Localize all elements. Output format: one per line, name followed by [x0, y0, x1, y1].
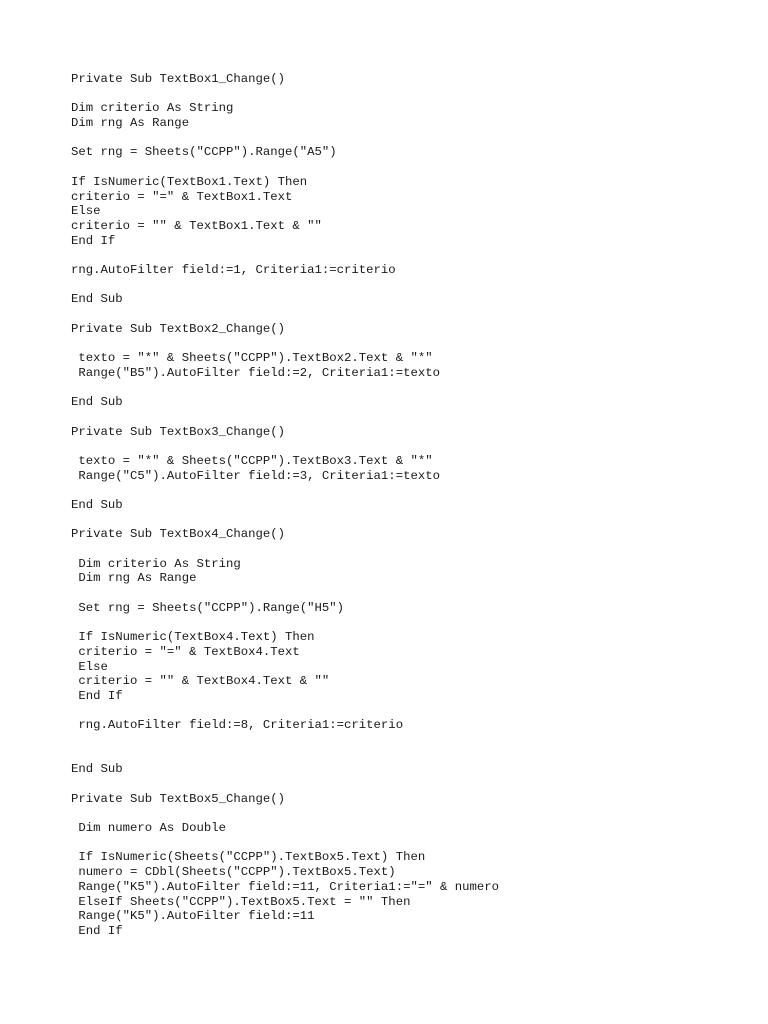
- code-line: [71, 704, 751, 719]
- code-line: [71, 439, 751, 454]
- code-line: criterio = "=" & TextBox1.Text: [71, 189, 293, 204]
- code-line: Dim numero As Double: [71, 821, 226, 836]
- code-line: If IsNumeric(TextBox4.Text) Then: [71, 630, 315, 645]
- code-line: [71, 410, 751, 425]
- code-line: Else: [71, 204, 101, 219]
- code-line: Private Sub TextBox5_Change(): [71, 791, 286, 806]
- code-line: [71, 336, 751, 351]
- code-line: Dim criterio As String: [71, 101, 234, 116]
- code-line: [71, 131, 751, 146]
- code-line: [71, 278, 751, 293]
- code-line: If IsNumeric(TextBox1.Text) Then: [71, 174, 308, 189]
- code-line: Dim rng As Range: [71, 116, 190, 131]
- code-line: [71, 307, 751, 322]
- code-line: rng.AutoFilter field:=8, Criteria1:=criterio: [71, 718, 404, 733]
- code-line: numero = CDbl(Sheets("CCPP").TextBox5.Text): [71, 865, 396, 880]
- code-line: [71, 248, 751, 263]
- code-line: Dim criterio As String: [71, 556, 241, 571]
- code-line: If IsNumeric(Sheets("CCPP").TextBox5.Text) Then: [71, 850, 426, 865]
- code-line: [71, 777, 751, 792]
- code-line: [71, 87, 751, 102]
- code-line: Range("C5").AutoFilter field:=3, Criteria1:=texto: [71, 468, 440, 483]
- code-line: End Sub: [71, 292, 123, 307]
- code-line: [71, 542, 751, 557]
- code-line: [71, 513, 751, 528]
- code-line: [71, 586, 751, 601]
- code-line: ElseIf Sheets("CCPP").TextBox5.Text = "" Then: [71, 894, 411, 909]
- code-line: Range("K5").AutoFilter field:=11, Criteria1:="=" & numero: [71, 879, 500, 894]
- code-line: [71, 836, 751, 851]
- code-line: Private Sub TextBox3_Change(): [71, 424, 286, 439]
- code-line: [71, 380, 751, 395]
- code-line: [71, 160, 751, 175]
- code-line: End Sub: [71, 762, 123, 777]
- code-line: criterio = "" & TextBox4.Text & "": [71, 674, 330, 689]
- code-line: [71, 806, 751, 821]
- code-line: End Sub: [71, 395, 123, 410]
- code-line: criterio = "" & TextBox1.Text & "": [71, 218, 322, 233]
- code-line: texto = "*" & Sheets("CCPP").TextBox3.Text & "*": [71, 453, 433, 468]
- code-line: Private Sub TextBox4_Change(): [71, 527, 286, 542]
- code-line: [71, 733, 751, 748]
- code-line: Else: [71, 659, 108, 674]
- code-line: Private Sub TextBox1_Change(): [71, 72, 286, 86]
- code-line: [71, 615, 751, 630]
- code-line: End If: [71, 923, 123, 938]
- code-line: [71, 748, 751, 763]
- code-line: texto = "*" & Sheets("CCPP").TextBox2.Text & "*": [71, 351, 433, 366]
- code-line: End If: [71, 688, 123, 703]
- code-line: rng.AutoFilter field:=1, Criteria1:=criterio: [71, 262, 396, 277]
- vba-code-block: [71, 72, 751, 939]
- code-line: Range("B5").AutoFilter field:=2, Criteria1:=texto: [71, 365, 440, 380]
- code-line: Range("K5").AutoFilter field:=11: [71, 909, 315, 924]
- code-line: [71, 483, 751, 498]
- code-line: End If: [71, 233, 116, 248]
- code-line: Private Sub TextBox2_Change(): [71, 321, 286, 336]
- code-line: criterio = "=" & TextBox4.Text: [71, 644, 300, 659]
- code-line: Dim rng As Range: [71, 571, 197, 586]
- code-line: Set rng = Sheets("CCPP").Range("H5"): [71, 600, 345, 615]
- code-line: End Sub: [71, 497, 123, 512]
- code-line: Set rng = Sheets("CCPP").Range("A5"): [71, 145, 337, 160]
